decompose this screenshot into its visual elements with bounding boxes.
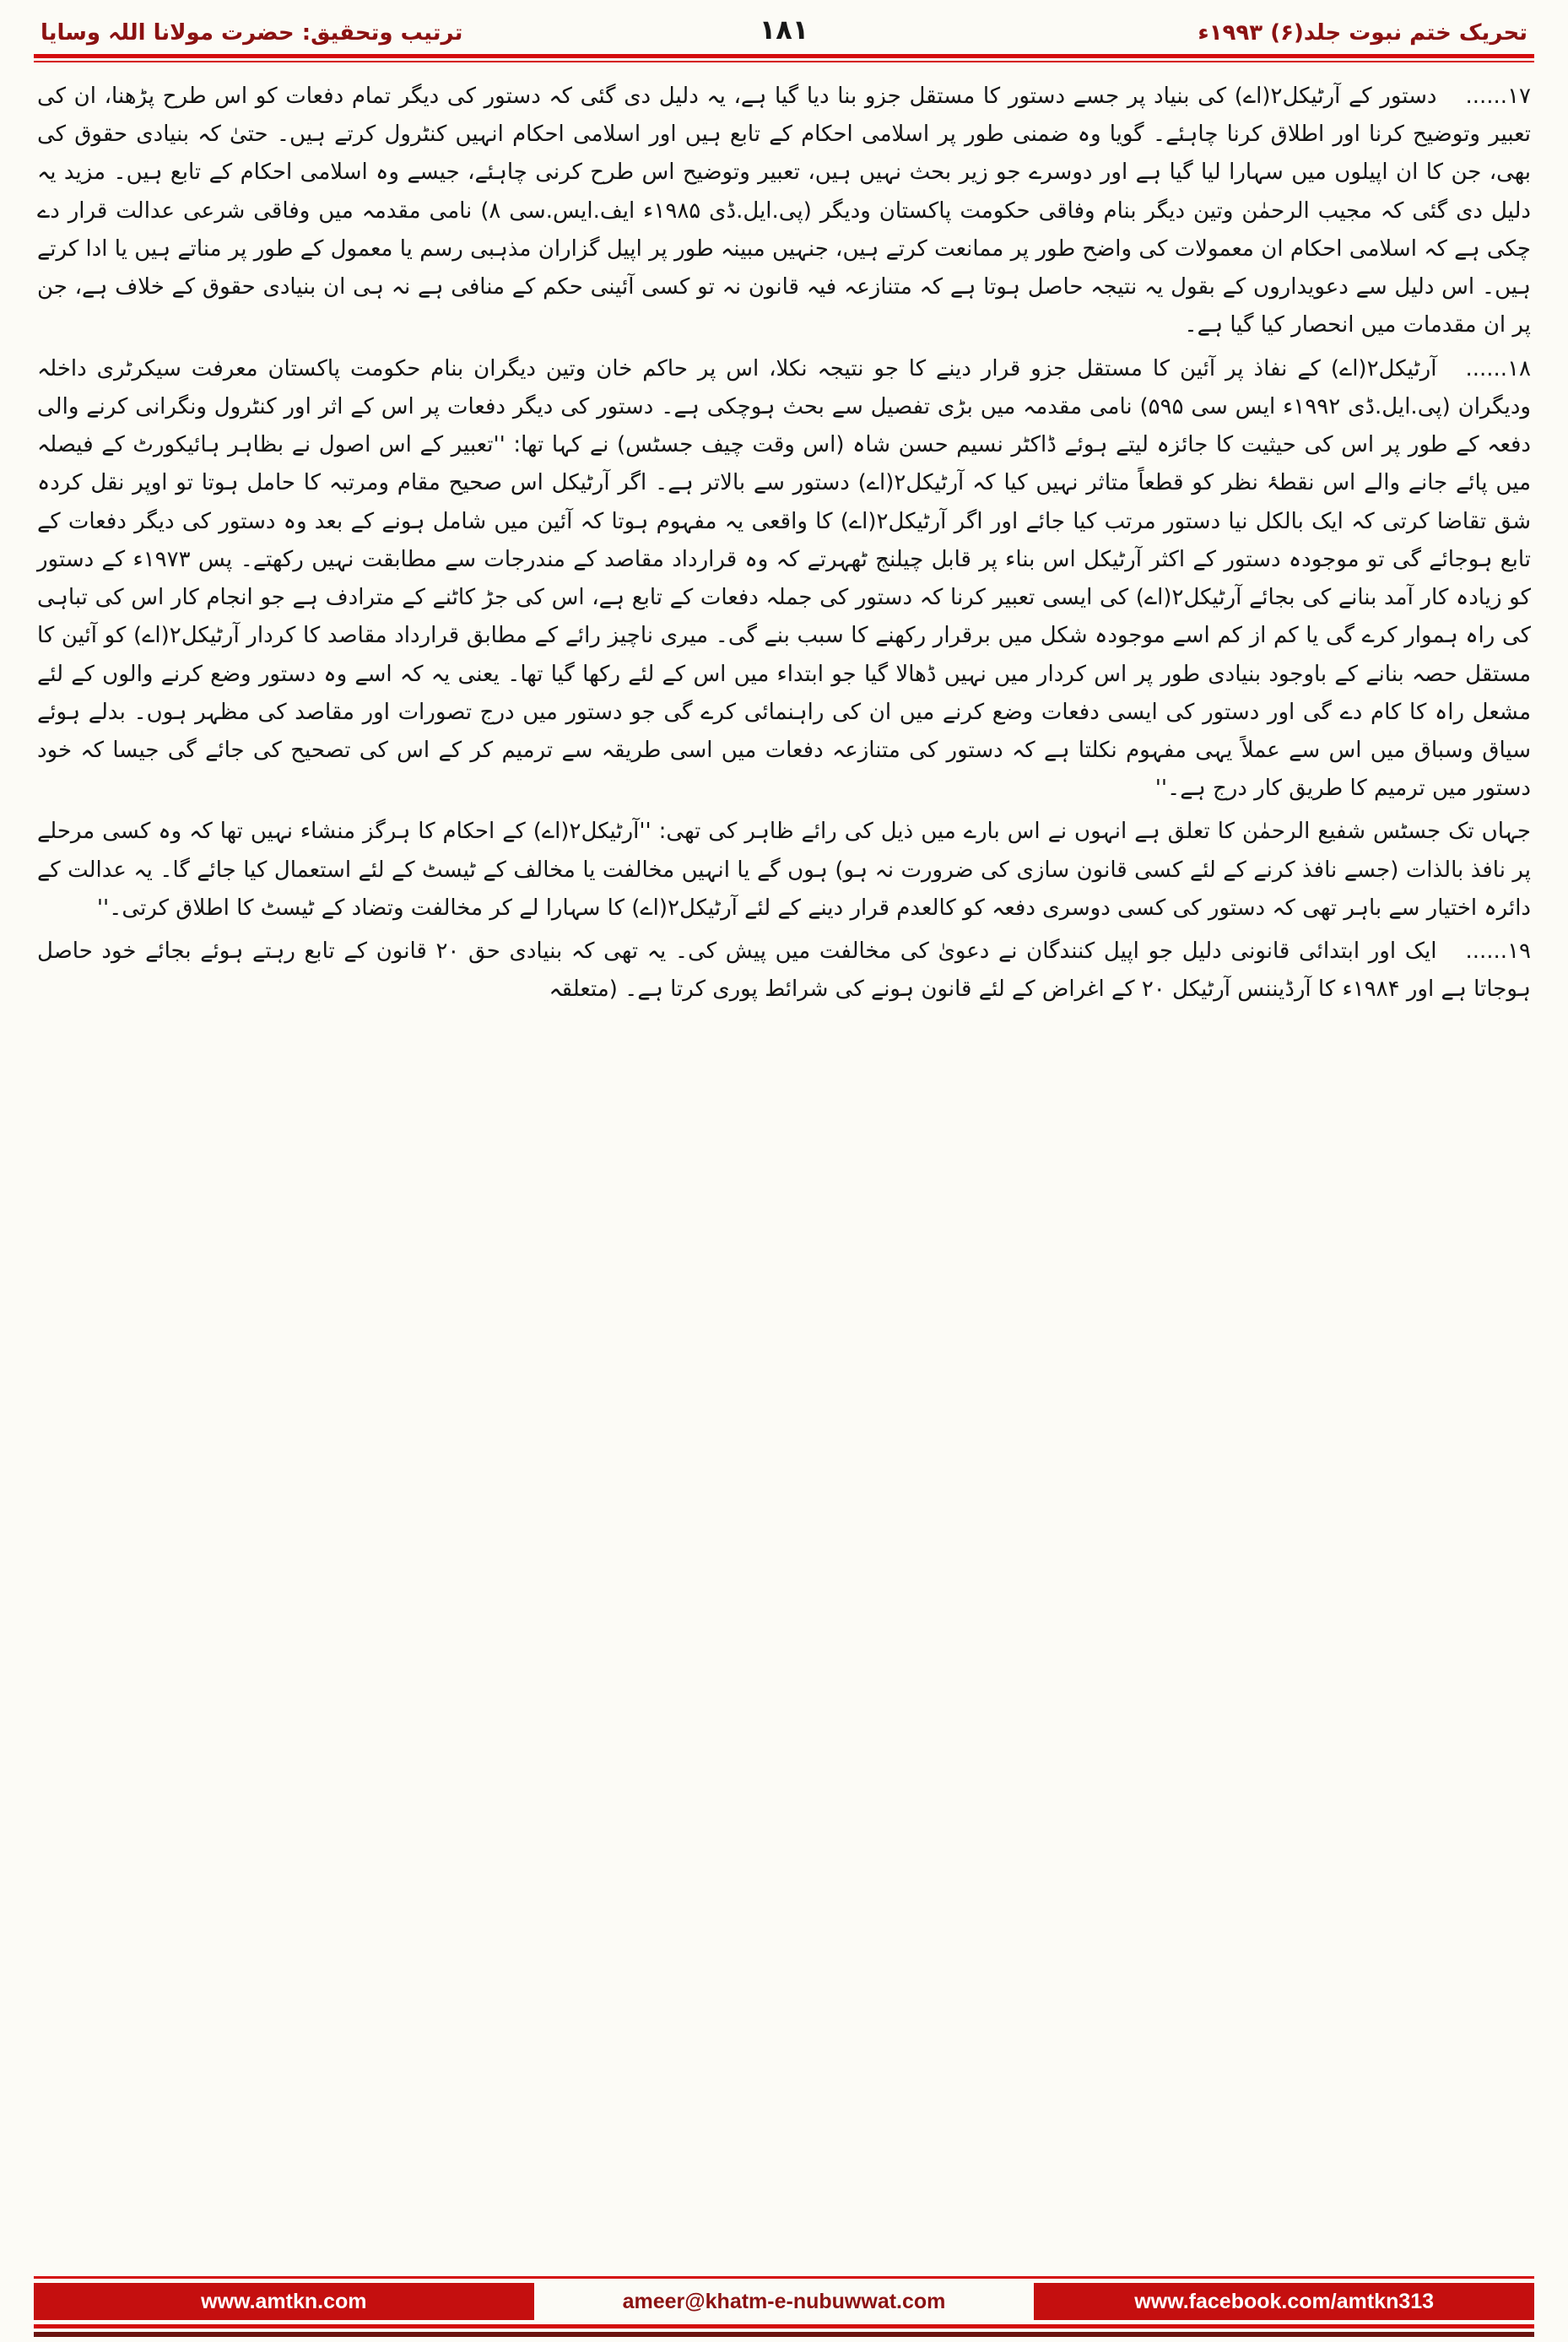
body-paragraph: ۱۹......ایک اور ابتدائی قانونی دلیل جو اپیل کنندگان نے دعویٰ کی مخالفت میں پیش کی۔ یہ تھی کہ بنیادی حق ۲۰ قانون کے تابع رہتے ہوئے بجائے خود حاصل ہوجاتا ہے اور ۱۹۸۴ء کا آرڈیننس آرٹیکل ۲۰ کے اغراض کے لئے قانون ہونے کی شرائط پوری کرتا ہے۔ (متعلقہ <box>37 933 1531 1009</box>
footer-facebook-text: www.facebook.com/amtkn313 <box>1134 2289 1435 2313</box>
page-footer <box>34 2276 1534 2342</box>
page-header <box>34 0 1534 54</box>
footer-email-text: ameer@khatm-e-nubuwwat.com <box>622 2289 946 2313</box>
body-paragraph: ۱۸......آرٹیکل۲(اے) کے نفاذ پر آئین کا مستقل جزو قرار دینے کا جو نتیجہ نکلا، اس پر حاکم خان وتین دیگران بنام حکومت پاکستان معرفت سیکرٹری داخلہ ودیگران (پی.ایل.ڈی ۱۹۹۲ء ایس سی ۵۹۵) نامی مقدمہ میں بڑی تفصیل سے بحث ہوچکی ہے۔ دستور کی دیگر دفعات پر اس کے اثر اور کنٹرول ونگرانی کرنے والی دفعہ کے طور پر اس کی حیثیت کا جائزہ لیتے ہوئے ڈاکٹر نسیم حسن شاہ (اس وقت چیف جسٹس) نے کہا تھا: ''تعبیر کے اس اصول نے بظاہر ہائیکورٹ کے فیصلہ میں پائے جانے والے اس نقطۂ نظر کو قطعاً متاثر نہیں کیا کہ آرٹیکل۲(اے) دستور سے بالاتر ہے۔ اگر آرٹیکل اس صحیح مقام ومرتبہ کا حامل ہوتا تو اوپر نقل کردہ شق تقاضا کرتی کہ ایک بالکل نیا دستور مرتب کیا جائے اور اگر آرٹیکل۲(اے) کا واقعی یہ مفہوم ہوتا کہ آئین میں شامل ہونے کے بعد وہ دستور کی دیگر دفعات کے تابع ہوجائے گی تو موجودہ دستور کے اکثر آرٹیکل اس بناء پر قابل چیلنج ٹھہرتے کہ وہ قرارداد مقاصد کے مندرجات سے مطابقت نہیں رکھتے۔ پس ۱۹۷۳ء کے دستور کو زیادہ کار آمد بنانے کی بجائے آرٹیکل۲(اے) کی ایسی تعبیر کرنا کہ دستور کی جملہ دفعات کے تابع ہے، اس کی جڑ کاٹنے کے مترادف ہے جو انجام کار اس کی تباہی کی راہ ہموار کرے گی یا کم از کم اسے موجودہ شکل میں برقرار رکھنے کا سبب بنے گی۔ میری ناچیز رائے کے مطابق قرارداد مقاصد کا کردار آرٹیکل۲(اے) کو آئین کا مستقل حصہ بنانے کے باوجود بنیادی طور پر اس کردار میں نہیں ڈھالا گیا جو ابتداء میں اس کے لئے رکھا گیا تھا۔ یعنی یہ کہ اسے وہ دستور وضع کرنے والوں کے لئے مشعل راہ کا کام دے گی اور دستور کی ایسی دفعات وضع کرنے میں ان کی راہنمائی کرے گی جو دستور میں درج تصورات اور مقاصد کی مظہر ہوں۔ بدلے ہوئے سیاق وسباق میں اس سے عملاً یہی مفہوم نکلتا ہے کہ دستور کی متنازعہ دفعات میں اسی طریقہ سے ترمیم کر کے اس کی تصحیح کی جائے گی جیسا کہ خود دستور میں ترمیم کا طریق کار درج ہے۔'' <box>37 350 1531 809</box>
footer-email <box>534 2283 1035 2320</box>
page-number: ۱۸۱ <box>759 14 809 46</box>
header-book-title: تحریک ختم نبوت جلد(۶) ۱۹۹۳ء <box>1198 20 1527 46</box>
body-paragraph: ۱۷......دستور کے آرٹیکل۲(اے) کی بنیاد پر جسے دستور کا مستقل جزو بنا دیا گیا ہے، یہ دلیل دی گئی کہ دستور کی دیگر تمام دفعات کو اس طرح پڑھنا، ان کی تعبیر وتوضیح کرنا اور اطلاق کرنا چاہئے۔ گویا وہ ضمنی طور پر اسلامی احکام کے تابع ہیں اور اسلامی احکام انہیں کنٹرول کرتے ہیں۔ حتیٰ کہ بنیادی حقوق کی بھی، جن کا ان اپیلوں میں سہارا لیا گیا ہے اور دوسرے جو زیر بحث نہیں ہیں، تعبیر وتوضیح اس طرح کرنی چاہئے، جیسے وہ اسلامی احکام کے تابع ہیں۔ مزید یہ دلیل دی گئی کہ مجیب الرحمٰن وتین دیگر بنام وفاقی حکومت پاکستان ودیگر (پی.ایل.ڈی ۱۹۸۵ء ایف.ایس.سی ۸) نامی مقدمہ میں وفاقی شرعی عدالت قرار دے چکی ہے کہ اسلامی احکام ان معمولات کی واضح طور پر ممانعت کرتے ہیں، جنہیں مبینہ طور پر اپیل گزاران مذہبی رسم یا معمول کے طور پر مناتے ہیں یا ادا کرتے ہیں۔ اس دلیل سے دعویداروں کے بقول یہ نتیجہ حاصل ہوتا ہے کہ متنازعہ فیہ قانون نہ تو کسی آئینی حکم کے منافی ہے نہ ہی ان بنیادی حقوق کے خلاف ہے، جن پر ان مقدمات میں انحصار کیا گیا ہے۔ <box>37 78 1531 345</box>
footer-website-text: www.amtkn.com <box>201 2289 367 2313</box>
page-bottom-edge <box>34 2332 1534 2337</box>
paragraph-number: ۱۸...... <box>1465 355 1531 381</box>
footer-facebook-link <box>1034 2283 1534 2320</box>
header-rule <box>34 54 1534 62</box>
body-text <box>34 62 1534 2276</box>
body-paragraph: جہاں تک جسٹس شفیع الرحمٰن کا تعلق ہے انہوں نے اس بارے میں ذیل کی رائے ظاہر کی تھی: ''آرٹیکل۲(اے) کے احکام کا ہرگز منشاء نہیں تھا کہ وہ کسی مرحلے پر نافذ بالذات (جسے نافذ کرنے کے لئے کسی قانون سازی کی ضرورت نہ ہو) ہوں گے یا انہیں مخالفت یا مخالف کے ٹیسٹ کے لئے استعمال کیا جائے گا۔ یہ عدالت کے دائرہ اختیار سے باہر تھی کہ دستور کی کسی دوسری دفعہ کو کالعدم قرار دینے کے لئے آرٹیکل۲(اے) کا سہارا لے کر مخالفت وتضاد کے ٹیسٹ کا اطلاق کرتی۔'' <box>37 819 1531 921</box>
footer-bottom-rule <box>34 2324 1534 2328</box>
paragraph-number: ۱۹...... <box>1465 938 1531 965</box>
header-compiler-credit: ترتیب وتحقیق: حضرت مولانا اللہ وسایا <box>41 20 463 46</box>
footer-top-rule <box>34 2276 1534 2279</box>
footer-website-link <box>34 2283 534 2320</box>
footer-bar <box>34 2283 1534 2320</box>
paragraph-number: ۱۷...... <box>1465 84 1532 109</box>
